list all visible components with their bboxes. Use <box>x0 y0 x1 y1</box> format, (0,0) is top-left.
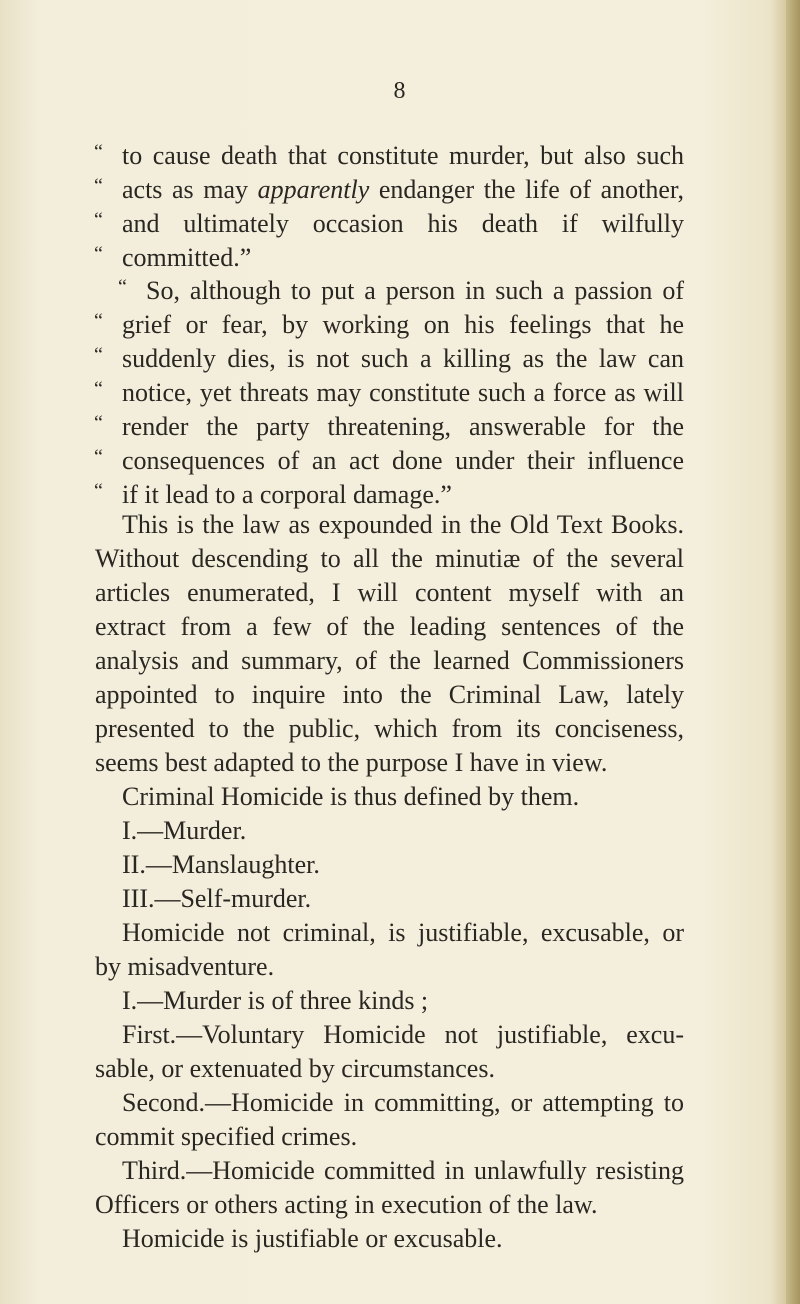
line-text: Homicide is justifiable or excusable. <box>122 1224 503 1253</box>
line-text: Third.—Homicide committed in unlawfully resisting <box>122 1156 684 1185</box>
text-line <box>122 1087 684 1119</box>
text-line <box>94 339 684 373</box>
opening-quote-mark: “ <box>118 276 127 298</box>
text-line <box>122 985 428 1017</box>
text-line <box>95 543 684 575</box>
line-text: render the party threatening, answerable for the <box>122 412 684 441</box>
opening-quote-mark: “ <box>94 344 103 366</box>
text-line <box>122 1155 684 1187</box>
line-text: commit specified crimes. <box>95 1122 358 1151</box>
text-line <box>122 509 684 541</box>
text-line <box>94 305 684 339</box>
text-line <box>94 238 251 270</box>
text-line <box>122 815 246 847</box>
line-text: committed.” <box>122 243 252 272</box>
text-line <box>94 170 684 204</box>
line-text: This is the law as expounded in the Old Text Books. <box>122 510 684 539</box>
line-text: analysis and summary, of the learned Commissioners <box>95 646 684 675</box>
opening-quote-mark: “ <box>94 209 103 231</box>
text-line <box>94 373 684 407</box>
text-line <box>122 1019 684 1051</box>
line-text: Second.—Homicide in committing, or attempting to <box>122 1088 684 1117</box>
italic-emphasis: apparently <box>257 175 370 204</box>
line-text: I.—Murder is of three kinds ; <box>122 986 429 1015</box>
text-line <box>122 883 311 915</box>
line-text: III.—Self-murder. <box>122 884 312 913</box>
opening-quote-mark: “ <box>94 310 103 332</box>
line-text: Homicide not criminal, is justifiable, excusable, or <box>122 918 684 947</box>
line-text: suddenly dies, is not such a killing as the law can <box>122 344 684 373</box>
text-line <box>95 951 274 983</box>
line-text: consequences of an act done under their influence <box>122 446 684 475</box>
text-line <box>94 407 684 441</box>
page-edge <box>786 0 800 1304</box>
text-line <box>122 849 320 881</box>
text-line <box>95 747 607 779</box>
opening-quote-mark: “ <box>94 243 103 265</box>
line-text: First.—Voluntary Homicide not justifiable, excu- <box>122 1020 684 1049</box>
line-text: sable, or extenuated by circumstances. <box>95 1054 495 1083</box>
text-line <box>95 1053 495 1085</box>
line-text: by misadventure. <box>95 952 275 981</box>
text-line <box>95 645 684 677</box>
text-line <box>95 713 684 745</box>
line-text: Without descending to all the minutiæ of the several <box>95 544 684 573</box>
line-text: So, although to put a person in such a passion of <box>146 276 684 305</box>
opening-quote-mark: “ <box>94 446 103 468</box>
line-text: to cause death that constitute murder, but also such <box>122 141 684 170</box>
line-text: Criminal Homicide is thus defined by them. <box>122 782 580 811</box>
line-text: seems best adapted to the purpose I have in view. <box>95 748 608 777</box>
text-line <box>94 136 684 170</box>
line-text: grief or fear, by working on his feelings that he <box>122 310 684 339</box>
text-line <box>95 679 684 711</box>
line-text: extract from a few of the leading sentences of the <box>95 612 684 641</box>
text-line <box>122 1223 503 1255</box>
line-text: notice, yet threats may constitute such a force as will <box>122 378 684 407</box>
opening-quote-mark: “ <box>94 378 103 400</box>
line-text: appointed to inquire into the Criminal Law, lately <box>95 680 684 709</box>
opening-quote-mark: “ <box>94 175 103 197</box>
text-line <box>95 577 684 609</box>
page-number: 8 <box>393 78 407 104</box>
line-text: endanger the life of another, <box>369 175 684 204</box>
text-line <box>95 1121 357 1153</box>
text-line <box>94 475 452 507</box>
text-line <box>94 204 684 238</box>
text-line <box>122 781 579 813</box>
line-text: II.—Manslaughter. <box>122 850 320 879</box>
line-text: Officers or others acting in execution of the law. <box>95 1190 598 1219</box>
text-line <box>95 611 684 643</box>
text-line <box>118 271 684 305</box>
opening-quote-mark: “ <box>94 480 103 502</box>
opening-quote-mark: “ <box>94 141 103 163</box>
opening-quote-mark: “ <box>94 412 103 434</box>
line-text: acts as may <box>122 175 258 204</box>
text-line <box>95 1189 598 1221</box>
line-text: articles enumerated, I will content myself with an <box>95 578 684 607</box>
line-text: I.—Murder. <box>122 816 247 845</box>
text-line <box>122 917 684 949</box>
text-line <box>94 441 684 475</box>
line-text: and ultimately occasion his death if wilfully <box>122 209 684 238</box>
line-text: presented to the public, which from its conciseness, <box>95 714 684 743</box>
line-text: if it lead to a corporal damage.” <box>122 480 452 509</box>
